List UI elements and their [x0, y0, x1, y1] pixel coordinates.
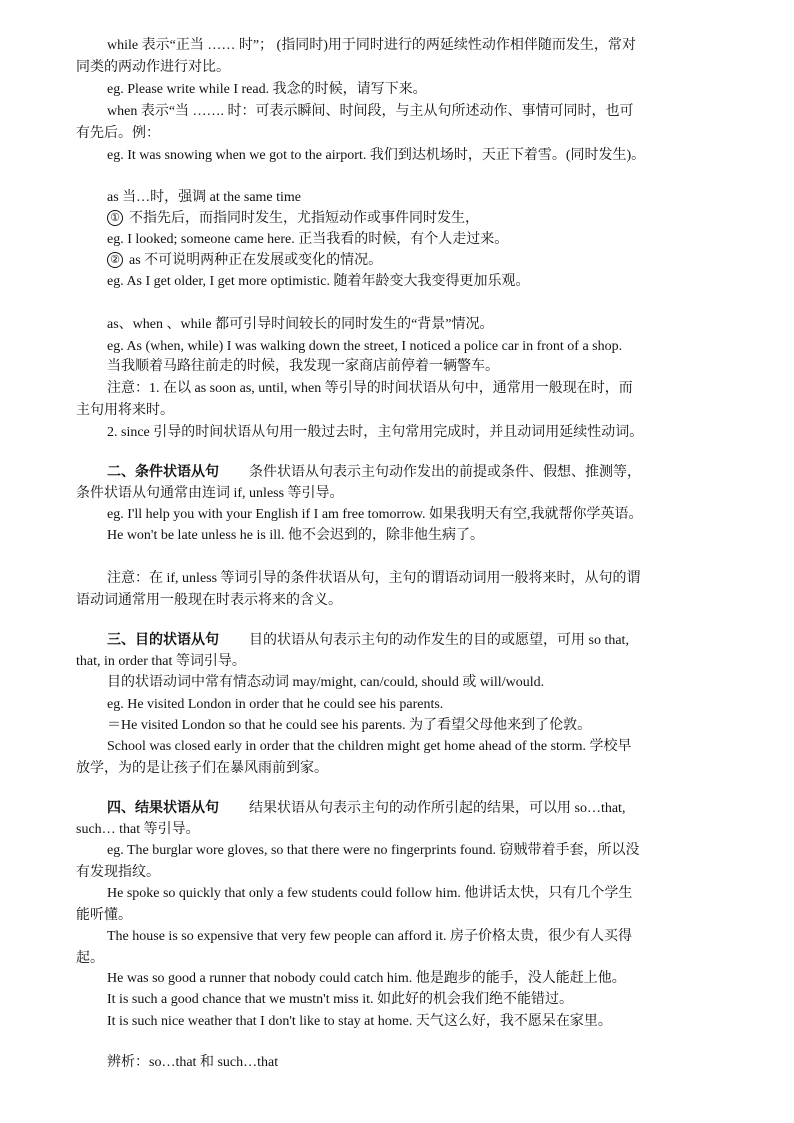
example-line: eg. As (when, while) I was walking down the street, I noticed a police car in front of a shop.	[107, 339, 623, 354]
example-line: eg. Please write while I read. 我念的时候，请写下来。	[107, 82, 427, 97]
example-line-1: The house is so expensive that very few people can afford it. 房子价格太贵，很少有人买得	[107, 929, 633, 944]
section-heading-result: 四、结果状语从句	[107, 800, 219, 816]
para-while-line-2: 同类的两动作进行对比。	[76, 60, 230, 75]
example-line: eg. I'll help you with your English if I am free tomorrow. 如果我明天有空,我就帮你学英语。	[107, 507, 643, 522]
note-1-line-2: 主句用将来时。	[76, 403, 174, 418]
section-condition-line-2: 条件状语从句通常由连词 if, unless 等引导。	[76, 486, 344, 501]
section-condition-line-1	[107, 463, 641, 482]
circled-number-2: ②	[107, 252, 123, 268]
section-intro: 目的状语从句表示主句的动作发生的目的或愿望，可用 so that,	[249, 633, 629, 648]
para-when-line-1: when 表示“当 ……. 时：可表示瞬间、时间段，与主从句所述动作、事情可同时，也可	[107, 104, 634, 119]
section-heading-condition: 二、条件状语从句	[107, 464, 219, 480]
condition-note-line-2: 语动词通常用一般现在时表示将来的含义。	[76, 593, 342, 608]
translation-line: 当我顺着马路往前走的时候，我发现一家商店前停着一辆警车。	[107, 359, 499, 374]
numbered-point-2	[107, 252, 382, 270]
example-line-1: eg. The burglar wore gloves, so that there were no fingerprints found. 窃贼带着手套，所以没	[107, 843, 640, 858]
numbered-point-1	[107, 210, 479, 228]
numbered-point-text: 不指先后，而指同时发生，尤指短动作或事件同时发生，	[129, 211, 479, 226]
example-line-1: He spoke so quickly that only a few students could follow him. 他讲话太快，只有几个学生	[107, 886, 633, 901]
example-line-2: 有发现指纹。	[76, 865, 160, 880]
example-line-1: School was closed early in order that the children might get home ahead of the storm. 学校早	[107, 739, 632, 754]
example-line: It is such nice weather that I don't like to stay at home. 天气这么好，我不愿呆在家里。	[107, 1014, 612, 1029]
example-line: eg. As I get older, I get more optimistic. 随着年龄变大我变得更加乐观。	[107, 274, 530, 289]
section-result-line-1	[107, 799, 625, 818]
comparison-heading: 辨析：so…that 和 such…that	[107, 1055, 279, 1070]
section-result-line-2: such… that 等引导。	[76, 822, 200, 837]
example-line: It is such a good chance that we mustn't miss it. 如此好的机会我们绝不能错过。	[107, 992, 574, 1007]
condition-note-line-1: 注意：在 if, unless 等词引导的条件状语从句，主句的谓语动词用一般将来时，从句的谓	[107, 571, 641, 586]
numbered-point-text: as 不可说明两种正在发展或变化的情况。	[129, 253, 383, 268]
example-line: He won't be late unless he is ill. 他不会迟到的，除非他生病了。	[107, 528, 484, 543]
section-heading-purpose: 三、目的状语从句	[107, 632, 219, 648]
example-line: eg. He visited London in order that he could see his parents.	[107, 697, 444, 712]
para-while-line-1: while 表示“正当 …… 时”； (指同时)用于同时进行的两延续性动作相伴随而发生，常对	[107, 38, 636, 53]
example-line: eg. I looked; someone came here. 正当我看的时候，有个人走过来。	[107, 232, 509, 247]
section-intro: 结果状语从句表示主句的动作所引起的结果，可以用 so…that,	[249, 801, 626, 816]
example-line-2: 能听懂。	[76, 908, 132, 923]
para-as-heading: as 当…时，强调 at the same time	[107, 190, 302, 205]
circled-number-1: ①	[107, 210, 123, 226]
section-intro: 条件状语从句表示主句动作发出的前提或条件、假想、推测等，	[249, 465, 641, 480]
example-line: eg. It was snowing when we got to the airport. 我们到达机场时，天正下着雪。(同时发生)。	[107, 148, 646, 163]
note-1-line-1: 注意：1. 在以 as soon as, until, when 等引导的时间状语从句中，通常用一般现在时，而	[107, 381, 633, 396]
example-line: He was so good a runner that nobody could catch him. 他是跑步的能手，没人能赶上他。	[107, 971, 626, 986]
example-line: ＝He visited London so that he could see his parents. 为了看望父母他来到了伦敦。	[107, 718, 592, 733]
example-line-2: 放学，为的是让孩子们在暴风雨前到家。	[76, 761, 328, 776]
section-purpose-line-2: that, in order that 等词引导。	[76, 654, 246, 669]
note-2: 2. since 引导的时间状语从句用一般过去时，主句常用完成时，并且动词用延续性动词。	[107, 425, 644, 440]
section-purpose-line-1	[107, 631, 629, 650]
modal-verbs-note: 目的状语动词中常有情态动词 may/might, can/could, should 或 will/would.	[107, 675, 545, 690]
para-when-line-2: 有先后。例：	[76, 126, 160, 141]
example-line-2: 起。	[76, 951, 104, 966]
background-note: as、when 、while 都可引导时间较长的同时发生的“背景”情况。	[107, 317, 494, 332]
